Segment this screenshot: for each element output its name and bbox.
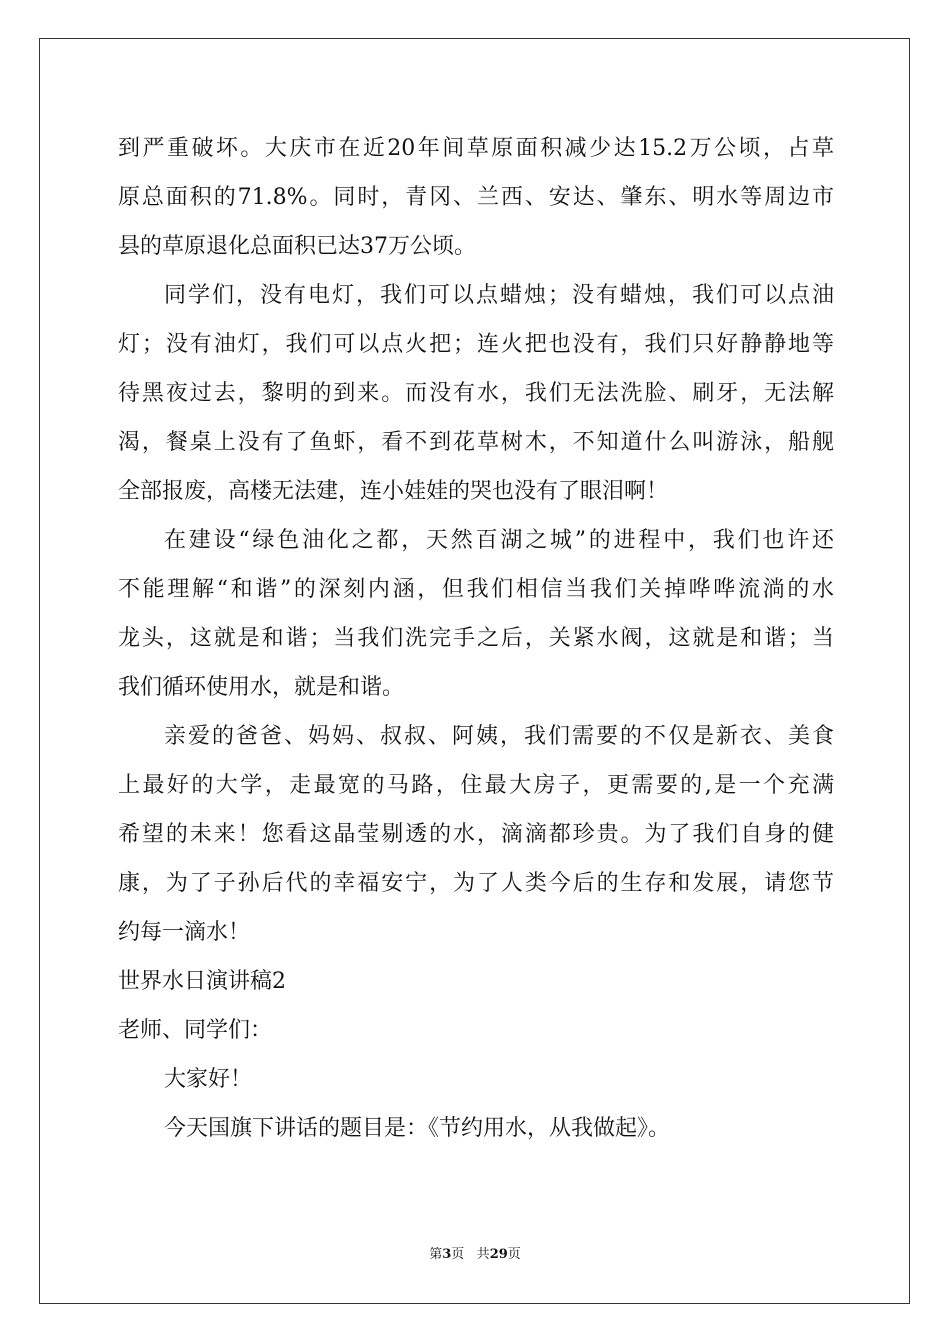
- paragraph-start-line: 在建设“绿色油化之都，天然百湖之城”的进程中，我们也许还: [164, 528, 834, 553]
- paragraph-start-line: 亲爱的爸爸、妈妈、叔叔、阿姨，我们需要的不仅是新衣、美食: [164, 724, 834, 749]
- text-line: 约每一滴水！: [118, 920, 251, 945]
- paragraph-start-line: 同学们，没有电灯，我们可以点蜡烛；没有蜡烛，我们可以点油: [164, 283, 834, 308]
- salutation: 老师、同学们：: [118, 1018, 273, 1043]
- text-line: 康，为了子孙后代的幸福安宁，为了人类今后的生存和发展，请您节: [118, 871, 834, 896]
- total-prefix: 共: [476, 1247, 490, 1262]
- text-line: 上最好的大学，走最宽的马路，住最大房子，更需要的,是一个充满: [118, 773, 834, 798]
- section-heading: 世界水日演讲稿2: [118, 969, 286, 994]
- text-line: 不能理解“和谐”的深刻内涵，但我们相信当我们关掉哗哗流淌的水: [118, 577, 834, 602]
- page-footer: [0, 1245, 950, 1265]
- text-line: 县的草原退化总面积已达37万公顷。: [118, 234, 476, 259]
- paragraph-start-line: 今天国旗下讲话的题目是：《节约用水，从我做起》。: [164, 1116, 671, 1141]
- greeting: 大家好！: [164, 1067, 253, 1092]
- text-line: 我们循环使用水，就是和谐。: [118, 675, 405, 700]
- total-pages: 29: [489, 1247, 508, 1262]
- page-prefix: 第: [429, 1247, 443, 1262]
- document-body: [118, 124, 834, 1153]
- text-line: 灯；没有油灯，我们可以点火把；连火把也没有，我们只好静静地等: [118, 332, 834, 357]
- text-line: 希望的未来！您看这晶莹剔透的水，滴滴都珍贵。为了我们自身的健: [118, 822, 834, 847]
- text-line: 原总面积的71.8%。同时，青冈、兰西、安达、肇东、明水等周边市: [118, 185, 834, 210]
- text-line: 龙头，这就是和谐；当我们洗完手之后，关紧水阀，这就是和谐；当: [118, 626, 834, 651]
- text-line: 全部报废，高楼无法建，连小娃娃的哭也没有了眼泪啊！: [118, 479, 669, 504]
- total-suffix: 页: [507, 1247, 521, 1262]
- text-line: 渴，餐桌上没有了鱼虾，看不到花草树木，不知道什么叫游泳，船舰: [118, 430, 834, 455]
- page-number: 3: [442, 1247, 452, 1262]
- text-line: 到严重破坏。大庆市在近20年间草原面积减少达15.2万公顷，占草: [118, 136, 834, 161]
- page-suffix: 页: [451, 1247, 465, 1262]
- text-line: 待黑夜过去，黎明的到来。而没有水，我们无法洗脸、刷牙，无法解: [118, 381, 834, 406]
